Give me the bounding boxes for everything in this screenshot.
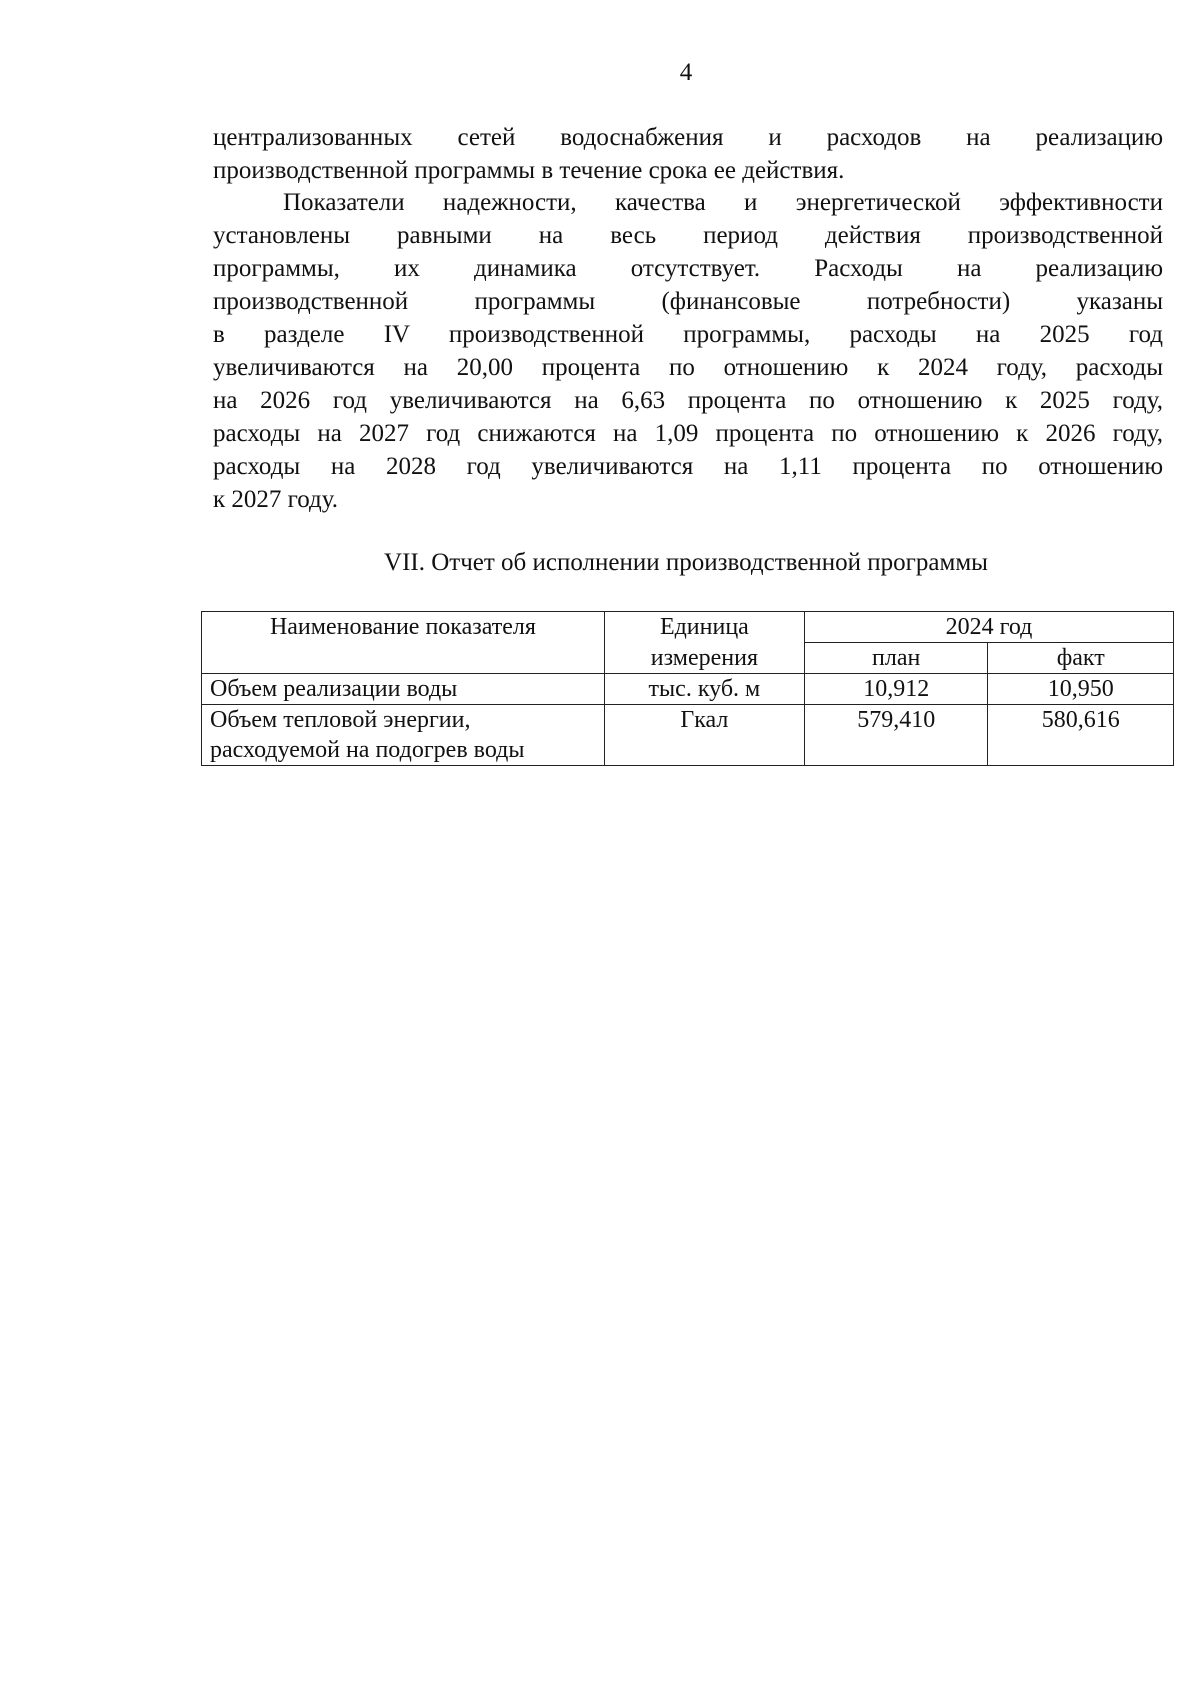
paragraph-1 [213, 121, 1163, 187]
paragraph-line: к 2027 году. [213, 486, 339, 513]
report-table [201, 611, 1174, 766]
section-title: VII. Отчет об исполнении производственной программы [384, 549, 988, 576]
row-name: Объем реализации воды [202, 674, 605, 705]
table-header-row [202, 612, 1174, 643]
paragraph-line: установлены равными на весь период действия производственной [213, 222, 1163, 249]
row-plan: 10,912 [804, 674, 988, 705]
row-fact: 580,616 [988, 705, 1174, 766]
header-unit-line2: измерения [604, 643, 804, 674]
table-row [202, 674, 1174, 705]
paragraph-2 [213, 186, 1163, 516]
header-name: Наименование показателя [202, 612, 605, 674]
row-unit: тыс. куб. м [604, 674, 804, 705]
paragraph-line: расходы на 2028 год увеличиваются на 1,11 процента по отношению [213, 453, 1163, 480]
header-year: 2024 год [804, 612, 1173, 643]
page-number: 4 [679, 59, 693, 86]
header-fact: факт [988, 643, 1174, 674]
row-plan: 579,410 [804, 705, 988, 766]
header-unit-line1: Единица [604, 612, 804, 643]
row-fact: 10,950 [988, 674, 1174, 705]
row-unit: Гкал [604, 705, 804, 766]
paragraph-line: расходы на 2027 год снижаются на 1,09 процента по отношению к 2026 году, [213, 420, 1163, 447]
row-name-line1: Объем тепловой энергии, [210, 707, 471, 733]
paragraph-line: в разделе IV производственной программы, расходы на 2025 год [213, 321, 1163, 348]
paragraph-line: увеличиваются на 20,00 процента по отношению к 2024 году, расходы [213, 354, 1163, 381]
paragraph-line: Показатели надежности, качества и энергетической эффективности [283, 189, 1163, 216]
paragraph-line: на 2026 год увеличиваются на 6,63 процента по отношению к 2025 году, [213, 387, 1163, 414]
header-plan: план [804, 643, 988, 674]
paragraph-line: производственной программы в течение срока ее действия. [213, 157, 845, 184]
paragraph-line: централизованных сетей водоснабжения и расходов на реализацию [213, 124, 1163, 151]
row-name-line2: расходуемой на подогрев воды [210, 737, 525, 763]
paragraph-line: программы, их динамика отсутствует. Расходы на реализацию [213, 255, 1163, 282]
paragraph-line: производственной программы (финансовые потребности) указаны [213, 288, 1163, 315]
table-row [202, 705, 1174, 766]
row-name [202, 705, 605, 766]
